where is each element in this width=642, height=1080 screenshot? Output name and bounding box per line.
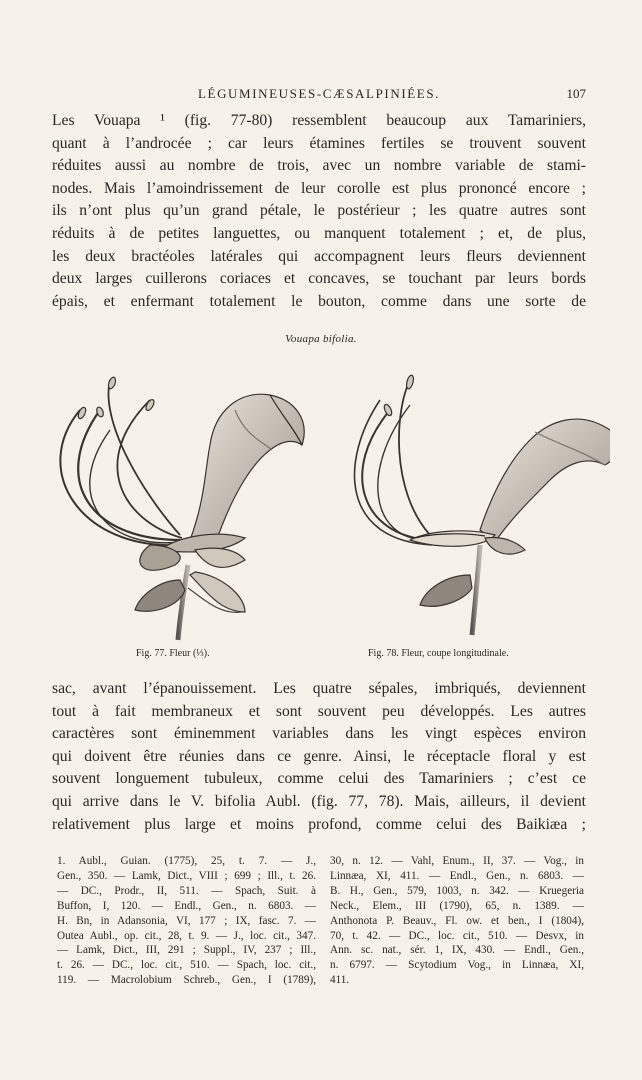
paragraph-line: qui arrive dans le V. bifolia Aubl. (fig. 77, 78). Mais, ailleurs, il devient bbox=[52, 792, 586, 810]
figure-78-section bbox=[355, 374, 610, 635]
paragraph-line: réduites aussi au nombre de trois, avec un nombre variable de stami- bbox=[52, 157, 586, 175]
figure-77-flower bbox=[60, 376, 304, 640]
footnote-line: Linnæa, XI, 411. — Endl., Gen., n. 6803. — bbox=[330, 869, 584, 882]
paragraph-line: réduits à de petites languettes, ou manquent totalement ; et, de plus, bbox=[52, 224, 586, 242]
page-number: 107 bbox=[566, 86, 586, 101]
figure-77-caption: Fig. 77. Fleur (⅓). bbox=[136, 648, 210, 659]
footnote-line: B. H., Gen., 579, 1003, n. 342. — Kruegeria bbox=[330, 884, 584, 897]
paragraph-line: deux larges cuillerons coriaces et concaves, se touchant par leurs bords bbox=[52, 270, 586, 288]
footnote-line: Outea Aubl., op. cit., 28, t. 9. — J., loc. cit., 347. bbox=[57, 929, 316, 942]
paragraph-line: ils n’ont plus qu’un grand pétale, le postérieur ; les quatre autres sont bbox=[52, 202, 586, 220]
botanical-illustration bbox=[30, 350, 610, 645]
paragraph-2 bbox=[52, 678, 586, 836]
running-head bbox=[52, 86, 586, 106]
footnotes-right-column bbox=[330, 854, 584, 988]
footnote-line: — Lamk, Dict., III, 291 ; Suppl., IV, 237 ; Ill., bbox=[57, 944, 316, 957]
paragraph-line: Les Vouapa ¹ (fig. 77-80) ressemblent beaucoup aux Tamariniers, bbox=[52, 112, 586, 129]
paragraph-line: quant à l’androcée ; car leurs étamines fertiles se trouvent souvent bbox=[52, 134, 586, 152]
footnote-line: Neck., Elem., III (1790), 65, n. 1389. — bbox=[330, 899, 584, 912]
paragraph-line: caractères sont éminemment variables dans les vingt espèces environ bbox=[52, 725, 586, 743]
footnote-line: — DC., Prodr., II, 511. — Spach, Suit. à bbox=[57, 884, 316, 897]
running-head-title: LÉGUMINEUSES-CÆSALPINIÉES. bbox=[197, 86, 441, 101]
paragraph-line: sac, avant l’épanouissement. Les quatre sépales, imbriqués, deviennent bbox=[52, 680, 586, 697]
paragraph-1 bbox=[52, 110, 586, 313]
footnote-line: Anthonota P. Beauv., Fl. ow. et ben., I (1804), bbox=[330, 914, 584, 927]
footnote-line: 411. bbox=[330, 974, 350, 987]
figure-title: Vouapa bifolia. bbox=[285, 333, 357, 345]
paragraph-line: tout à fait membraneux et sont souvent peu développés. Les autres bbox=[52, 702, 586, 720]
footnote-line: t. 26. — DC., loc. cit., 510. — Spach, loc. cit., bbox=[57, 959, 316, 972]
paragraph-line: épais, et enfermant totalement le bouton, comme dans une sorte de bbox=[52, 292, 586, 310]
footnote-line: Gen., 350. — Lamk, Dict., VIII ; 699 ; Ill., t. 26. bbox=[57, 869, 316, 882]
paragraph-line: relativement plus large et moins profond, comme celui des Baikiæa ; bbox=[52, 815, 586, 833]
footnote-line: 70, t. 42. — DC., loc. cit., 510. — Desvx, in bbox=[330, 929, 584, 942]
footnote-line: 1. Aubl., Guian. (1775), 25, t. 7. — J., bbox=[57, 855, 316, 867]
paragraph-line: qui doivent être réunies dans ce genre. Ainsi, le réceptacle floral y est bbox=[52, 747, 586, 765]
paragraph-line: souvent longuement tubuleux, comme celui des Tamariniers ; c’est ce bbox=[52, 770, 586, 788]
footnote-line: H. Bn, in Adansonia, VI, 177 ; IX, fasc. 7. — bbox=[57, 914, 316, 927]
footnote-line: n. 6797. — Scytodium Vog., in Linnæa, XI, bbox=[330, 959, 584, 972]
footnote-line: 30, n. 12. — Vahl, Enum., II, 37. — Vog., in bbox=[330, 855, 584, 867]
paragraph-line: nodes. Mais l’amoindrissement de leur corolle est plus prononcé encore ; bbox=[52, 179, 586, 197]
footnote-line: Buffon, I, 120. — Endl., Gen., n. 6803. — bbox=[57, 899, 316, 912]
footnotes-left-column bbox=[57, 854, 316, 988]
footnote-line: Ann. sc. nat., sér. 1, IX, 430. — Endl., Gen., bbox=[330, 944, 584, 957]
paragraph-line: les deux bractéoles latérales qui accompagnent leurs fleurs deviennent bbox=[52, 247, 586, 265]
footnote-line: 119. — Macrolobium Schreb., Gen., I (1789), bbox=[57, 974, 316, 987]
figure-78-caption: Fig. 78. Fleur, coupe longitudinale. bbox=[368, 648, 509, 659]
